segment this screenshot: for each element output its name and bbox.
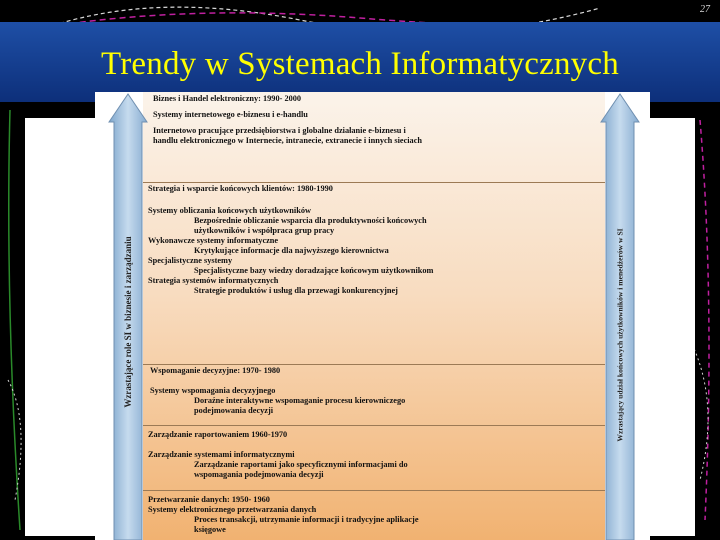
era-line: Krytykujące informacje dla najwyższego kierownictwa [194,246,389,255]
era-line: Specjalistyczne systemy [148,256,233,265]
era-line: Doraźne interaktywne wspomaganie procesu kierowniczego [194,396,406,405]
era-line: Systemy elektronicznego przetwarzania danych [148,505,317,514]
era-line: Strategie produktów i usług dla przewagi konkurencyjnej [194,286,398,295]
era-reporting [148,430,408,480]
era-line: podejmowania decyzji [194,406,274,415]
era-line: handlu elektronicznego w Internecie, intranecie, extranecie i innych sieciach [153,136,422,145]
era-decision-support [148,366,405,416]
era-strategy [148,184,433,296]
era-line: użytkowników i współpraca grup pracy [194,226,335,235]
era-divider [143,364,605,365]
era-divider [143,182,605,183]
era-ecommerce [148,94,422,146]
era-line: Zarządzanie systemami informatycznymi [148,450,295,459]
slide-title: Trendy w Systemach Informatycznych [101,46,619,82]
era-heading: Biznes i Handel elektroniczny: 1990- 2000 [153,94,302,103]
history-figure [95,92,650,540]
left-arrow-label: Wzrastające role SI w biznesie i zarządzaniu [123,236,133,408]
era-heading: Wspomaganie decyzyjne: 1970- 1980 [150,366,281,375]
era-line: Systemy obliczania końcowych użytkowników [148,206,311,215]
era-line: Zarządzanie raportami jako specyficznymi informacjami do [194,460,408,469]
era-line: Specjalistyczne bazy wiedzy doradzające końcowym użytkownikom [194,266,434,275]
era-heading: Zarządzanie raportowaniem 1960-1970 [148,430,288,439]
era-heading: Przetwarzanie danych: 1950- 1960 [148,495,270,504]
era-divider [143,425,605,426]
page-number: 27 [700,4,710,15]
era-divider [143,490,605,491]
era-line: Systemy wspomagania decyzyjnego [150,386,276,395]
era-line: Strategia systemów informatycznych [148,276,279,285]
era-line: księgowe [194,525,226,534]
era-line: Proces transakcji, utrzymanie informacji i tradycyjne aplikacje [194,515,419,524]
era-line: Bezpośrednie obliczanie wsparcia dla produktywności końcowych [194,216,427,225]
era-heading: Strategia i wsparcie końcowych klientów: 1980-1990 [148,184,333,193]
era-line: Systemy internetowego e-biznesu i e-handlu [153,110,308,119]
era-data-processing [148,495,419,535]
right-arrow-label: Wzrastający udział końcowych użytkowników i menedżerów w SI [615,228,625,442]
era-line: wspomagania podejmowania decyzji [194,470,324,479]
era-line: Internetowo pracujące przedsiębiorstwa i globalne działanie e-biznesu i [153,126,406,135]
era-line: Wykonawcze systemy informatyczne [148,236,279,245]
